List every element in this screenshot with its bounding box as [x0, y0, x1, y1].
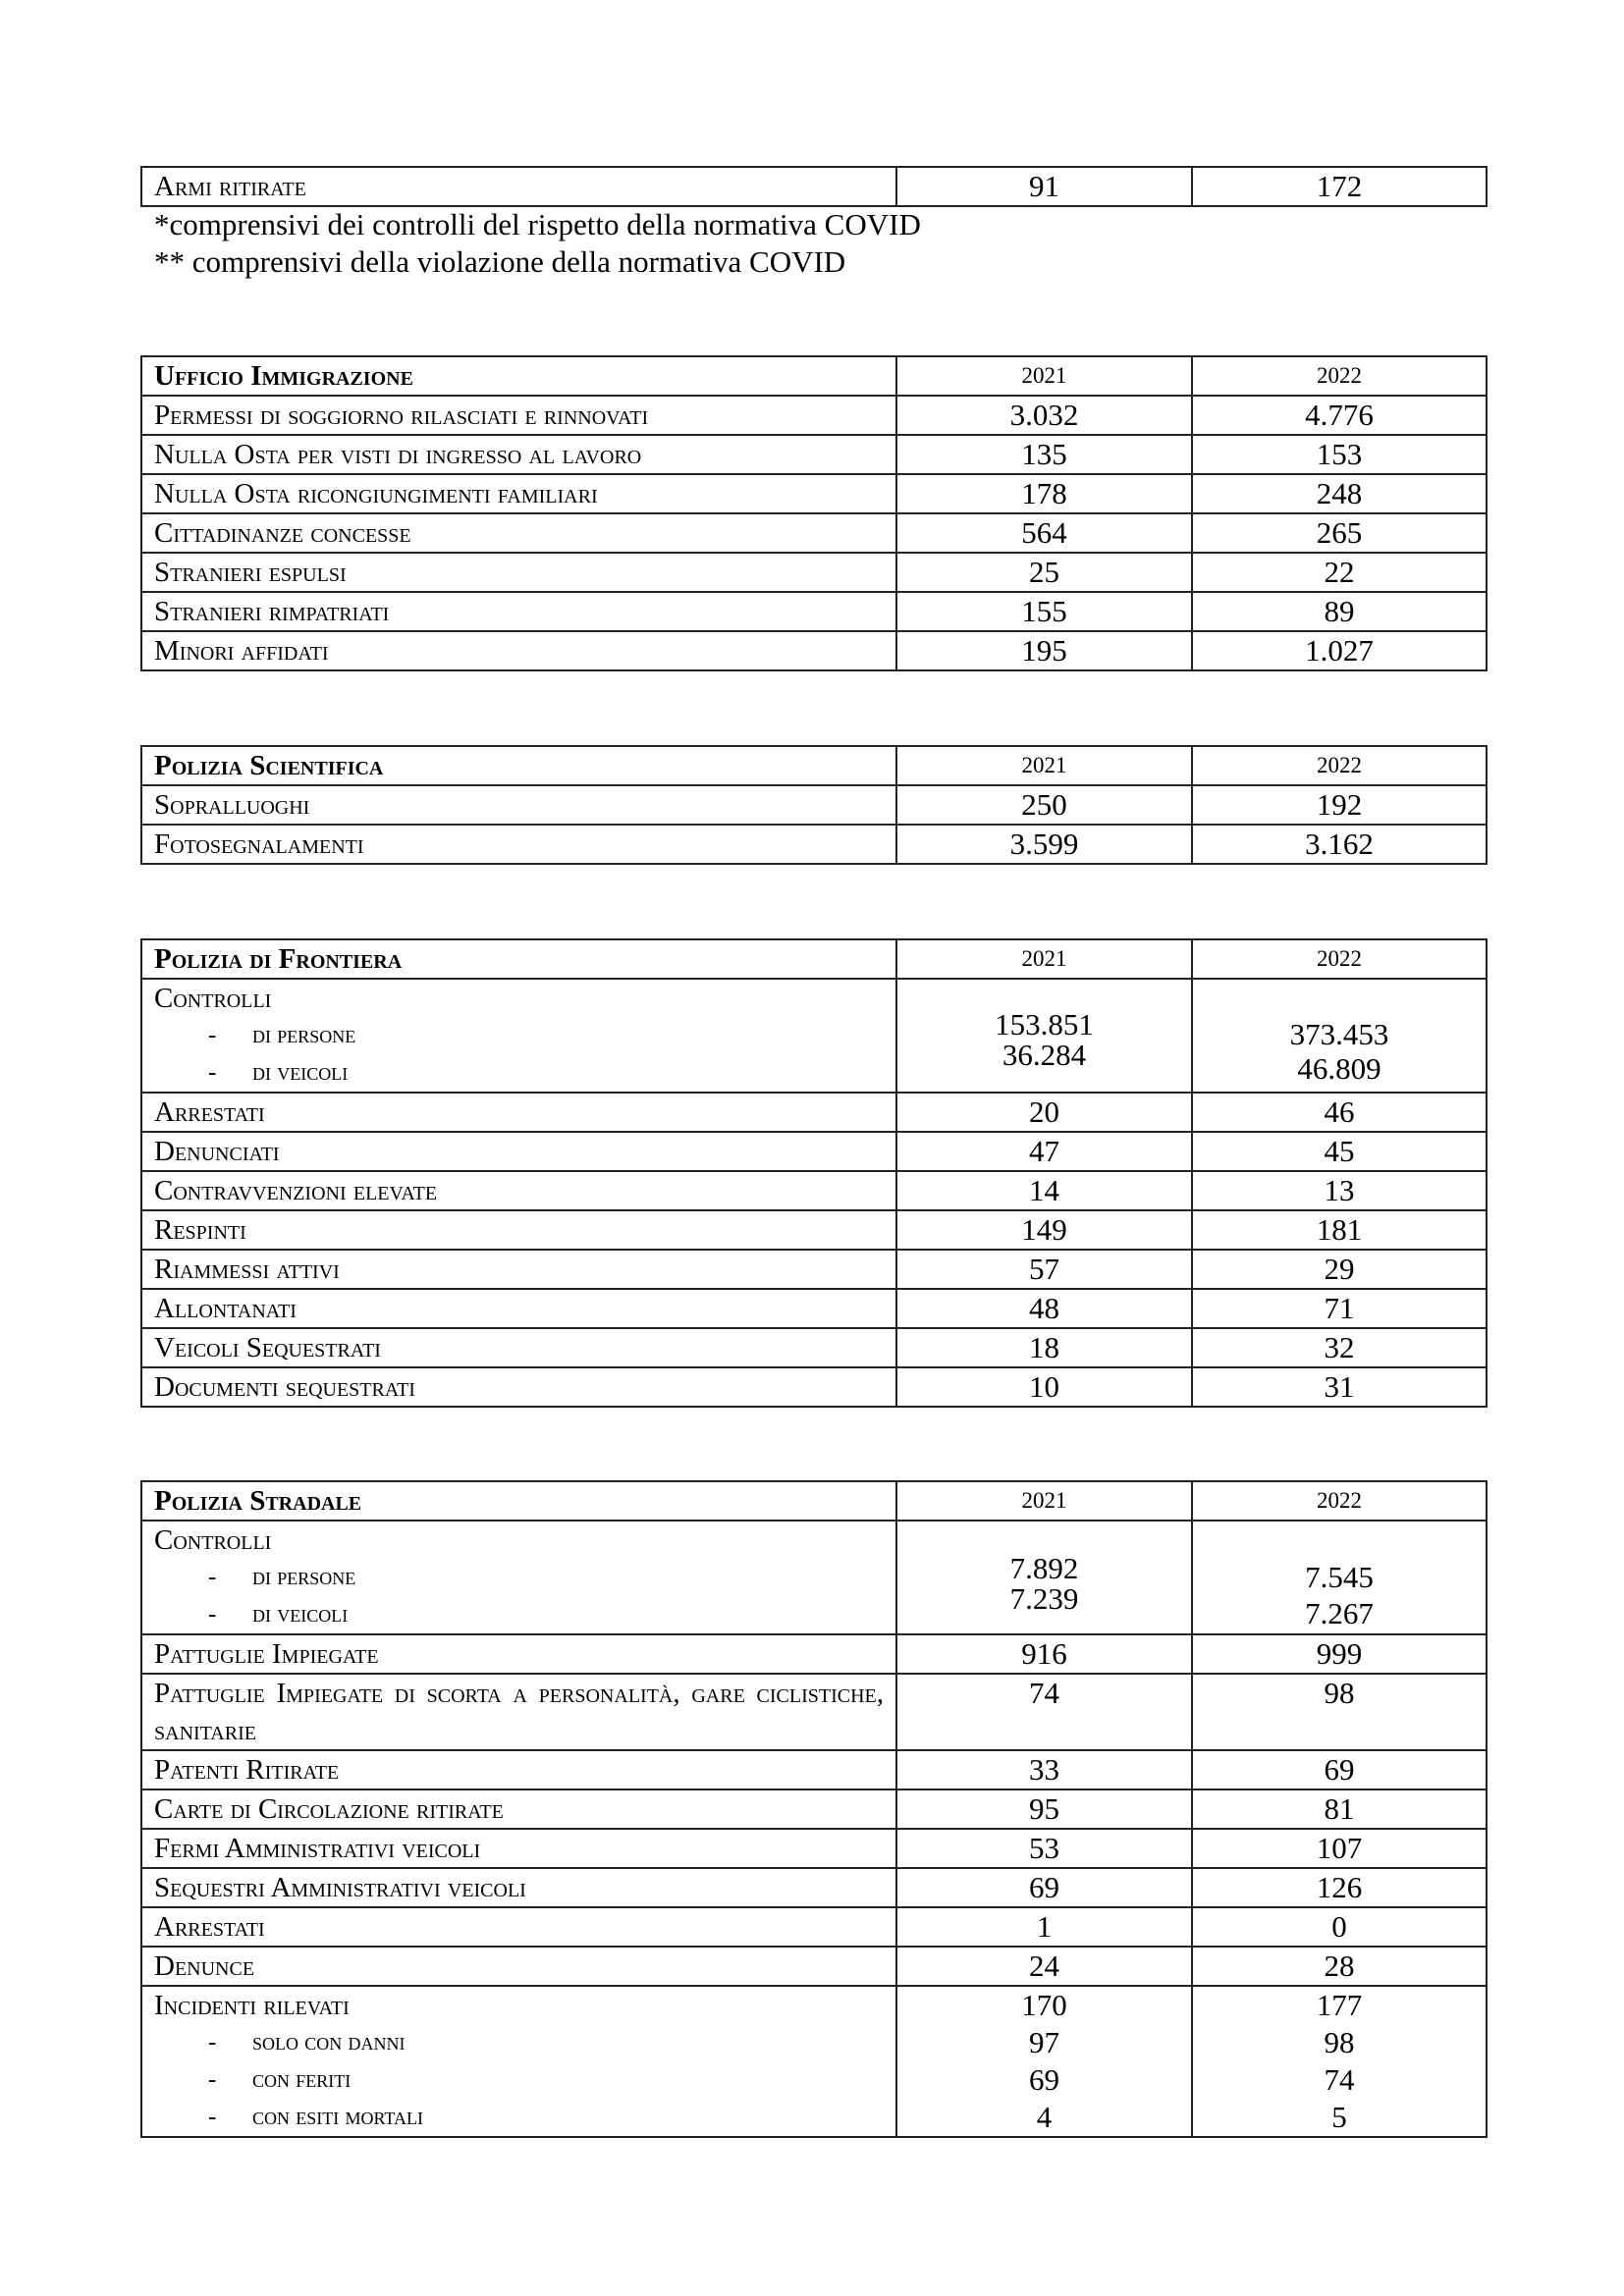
column-header-2021: 2021 — [896, 939, 1192, 979]
row-label: Patenti Ritirate — [141, 1750, 896, 1789]
value-2021: 916 — [896, 1634, 1192, 1674]
row-label: Documenti sequestrati — [141, 1367, 896, 1407]
incidenti-values-2022 — [1192, 1986, 1487, 2137]
sub-item-persone — [154, 1017, 884, 1054]
table-header-row — [141, 356, 1487, 396]
value-2021: 564 — [896, 513, 1192, 553]
dash-bullet: - — [208, 2029, 217, 2056]
value-2022: 46 — [1192, 1093, 1487, 1132]
value-2021: 1 — [896, 1907, 1192, 1947]
column-header-2021: 2021 — [896, 1481, 1192, 1521]
table-row — [141, 435, 1487, 474]
value-2021: 57 — [896, 1250, 1192, 1289]
immigrazione-table — [140, 355, 1488, 671]
value-veicoli-2021: 36.284 — [1001, 1038, 1087, 1072]
value-2021: 3.032 — [896, 396, 1192, 435]
table-row — [141, 1634, 1487, 1674]
sub-label: di persone — [252, 1564, 356, 1590]
value-2022: 172 — [1192, 167, 1487, 206]
value-veicoli-2021: 7.239 — [1009, 1581, 1079, 1616]
value-2022: 3.162 — [1192, 825, 1487, 864]
row-label: Denunciati — [141, 1132, 896, 1171]
controlli-values-2022 — [1192, 1521, 1487, 1634]
table-title: Ufficio Immigrazione — [141, 356, 896, 396]
value-2021: 155 — [896, 592, 1192, 631]
row-label: Cittadinanze concesse — [141, 513, 896, 553]
dash-bullet: - — [208, 1022, 217, 1048]
controlli-cell — [141, 979, 896, 1093]
controlli-values-2022 — [1192, 979, 1487, 1093]
value-2021: 69 — [896, 1868, 1192, 1907]
row-label: Denunce — [141, 1947, 896, 1986]
table-row — [141, 1750, 1487, 1789]
table-title: Polizia Scientifica — [141, 746, 896, 785]
incidenti-values-2021 — [896, 1986, 1192, 2137]
value-total-2022: 177 — [1316, 1988, 1363, 2022]
value-persone-2022: 373.453 — [1289, 1017, 1389, 1051]
sub-item-con-feriti — [154, 2061, 884, 2099]
dash-bullet: - — [208, 2066, 217, 2093]
controlli-row — [141, 1521, 1487, 1634]
table-row — [141, 825, 1487, 864]
value-2022: 29 — [1192, 1250, 1487, 1289]
value-2022: 999 — [1192, 1634, 1487, 1674]
controlli-values-2021 — [896, 1521, 1192, 1634]
sub-item-solo-danni — [154, 2024, 884, 2061]
value-2021: 250 — [896, 785, 1192, 825]
table-row — [141, 1328, 1487, 1367]
value-2022: 192 — [1192, 785, 1487, 825]
table-row — [141, 1947, 1487, 1986]
value-2021: 178 — [896, 474, 1192, 513]
sub-label: di veicoli — [252, 1059, 349, 1086]
table-row — [141, 1789, 1487, 1829]
sub-item-veicoli — [154, 1596, 884, 1633]
sub-label: solo con danni — [252, 2029, 406, 2056]
value-2022: 181 — [1192, 1210, 1487, 1250]
value-2021: 20 — [896, 1093, 1192, 1132]
row-label: Sopralluoghi — [141, 785, 896, 825]
column-header-2022: 2022 — [1192, 746, 1487, 785]
row-label: Allontanati — [141, 1289, 896, 1328]
armi-table — [140, 166, 1488, 207]
dash-bullet: - — [208, 2104, 217, 2130]
table-header-row — [141, 746, 1487, 785]
table-row — [141, 1289, 1487, 1328]
value-2022: 71 — [1192, 1289, 1487, 1328]
controlli-row — [141, 979, 1487, 1093]
value-persone-2021: 153.851 — [995, 1007, 1094, 1041]
footnote-2: ** comprensivi della violazione della normativa COVID — [154, 244, 846, 279]
sub-label: di veicoli — [252, 1601, 349, 1628]
row-label: Arrestati — [141, 1093, 896, 1132]
value-2022: 28 — [1192, 1947, 1487, 1986]
dash-bullet: - — [208, 1059, 217, 1086]
row-label: Pattuglie Impiegate di scorta a personalità, gare ciclistiche, sanitarie — [141, 1674, 896, 1750]
table-row — [141, 592, 1487, 631]
table-row — [141, 1829, 1487, 1868]
value-2021: 135 — [896, 435, 1192, 474]
value-2021: 149 — [896, 1210, 1192, 1250]
row-label: Veicoli Sequestrati — [141, 1328, 896, 1367]
value-2021: 14 — [896, 1171, 1192, 1210]
value-2021: 91 — [896, 167, 1192, 206]
row-label: Controlli — [154, 1524, 272, 1556]
footnotes — [154, 206, 921, 281]
row-label: Fotosegnalamenti — [141, 825, 896, 864]
row-label: Carte di Circolazione ritirate — [141, 1789, 896, 1829]
value-2022: 81 — [1192, 1789, 1487, 1829]
column-header-2021: 2021 — [896, 356, 1192, 396]
column-header-2022: 2022 — [1192, 1481, 1487, 1521]
value-2022: 265 — [1192, 513, 1487, 553]
row-label: Stranieri espulsi — [141, 553, 896, 592]
value-2022: 4.776 — [1192, 396, 1487, 435]
scientifica-table — [140, 745, 1488, 865]
value-2021: 3.599 — [896, 825, 1192, 864]
table-row — [141, 785, 1487, 825]
value-2022: 153 — [1192, 435, 1487, 474]
row-label: Arrestati — [141, 1907, 896, 1947]
row-label: Contravvenzioni elevate — [141, 1171, 896, 1210]
value-veicoli-2022: 46.809 — [1297, 1051, 1381, 1086]
value-con-feriti-2022: 74 — [1324, 2062, 1355, 2097]
value-2022: 89 — [1192, 592, 1487, 631]
sub-item-veicoli — [154, 1054, 884, 1092]
controlli-cell — [141, 1521, 896, 1634]
value-2021: 195 — [896, 631, 1192, 670]
table-row — [141, 474, 1487, 513]
incidenti-row — [141, 1986, 1487, 2137]
value-con-feriti-2021: 69 — [1029, 2062, 1059, 2097]
stradale-table — [140, 1480, 1488, 2138]
value-solo-danni-2022: 98 — [1324, 2025, 1355, 2059]
table-row — [141, 1171, 1487, 1210]
table-row — [141, 396, 1487, 435]
row-label: Incidenti rilevati — [154, 1990, 350, 2021]
table-title: Polizia Stradale — [141, 1481, 896, 1521]
value-persone-2021: 7.892 — [1009, 1551, 1079, 1585]
sub-label: con esiti mortali — [252, 2104, 423, 2130]
column-header-2022: 2022 — [1192, 356, 1487, 396]
value-2021: 48 — [896, 1289, 1192, 1328]
value-2021: 25 — [896, 553, 1192, 592]
table-row — [141, 1132, 1487, 1171]
sub-item-persone — [154, 1559, 884, 1596]
sub-label: con feriti — [252, 2066, 352, 2093]
row-label: Armi ritirate — [141, 167, 896, 206]
row-label: Respinti — [141, 1210, 896, 1250]
table-row — [141, 1250, 1487, 1289]
dash-bullet: - — [208, 1564, 217, 1590]
table-row — [141, 553, 1487, 592]
value-2022: 107 — [1192, 1829, 1487, 1868]
column-header-2022: 2022 — [1192, 939, 1487, 979]
value-2022: 248 — [1192, 474, 1487, 513]
row-label: Controlli — [154, 983, 272, 1014]
value-persone-2022: 7.545 — [1305, 1560, 1374, 1594]
row-label: Stranieri rimpatriati — [141, 592, 896, 631]
value-2022: 69 — [1192, 1750, 1487, 1789]
sub-item-esiti-mortali — [154, 2099, 884, 2136]
row-label: Sequestri Amministrativi veicoli — [141, 1868, 896, 1907]
value-total-2021: 170 — [1021, 1988, 1067, 2022]
incidenti-cell — [141, 1986, 896, 2137]
value-veicoli-2022: 7.267 — [1305, 1596, 1374, 1630]
table-header-row — [141, 939, 1487, 979]
value-esiti-mortali-2022: 5 — [1331, 2100, 1347, 2134]
table-header-row — [141, 1481, 1487, 1521]
row-label: Fermi Amministrativi veicoli — [141, 1829, 896, 1868]
table-row — [141, 1367, 1487, 1407]
value-2021: 95 — [896, 1789, 1192, 1829]
value-2021: 47 — [896, 1132, 1192, 1171]
dash-bullet: - — [208, 1601, 217, 1628]
frontiera-table — [140, 938, 1488, 1408]
value-2022: 13 — [1192, 1171, 1487, 1210]
row-label: Nulla Osta per visti di ingresso al lavoro — [141, 435, 896, 474]
table-row — [141, 1210, 1487, 1250]
table-row — [141, 167, 1487, 206]
value-2022: 126 — [1192, 1868, 1487, 1907]
table-row — [141, 631, 1487, 670]
value-2022: 32 — [1192, 1328, 1487, 1367]
value-2021: 24 — [896, 1947, 1192, 1986]
table-row — [141, 1868, 1487, 1907]
value-solo-danni-2021: 97 — [1029, 2025, 1059, 2059]
row-label: Minori affidati — [141, 631, 896, 670]
footnote-1: *comprensivi dei controlli del rispetto della normativa COVID — [154, 207, 921, 241]
row-label: Nulla Osta ricongiungimenti familiari — [141, 474, 896, 513]
value-2021: 53 — [896, 1829, 1192, 1868]
value-2021: 74 — [896, 1674, 1192, 1750]
value-2021: 10 — [896, 1367, 1192, 1407]
value-2022: 0 — [1192, 1907, 1487, 1947]
row-label: Pattuglie Impiegate — [141, 1634, 896, 1674]
value-2022: 31 — [1192, 1367, 1487, 1407]
value-2022: 22 — [1192, 553, 1487, 592]
table-title: Polizia di Frontiera — [141, 939, 896, 979]
value-2021: 33 — [896, 1750, 1192, 1789]
table-row — [141, 1674, 1487, 1750]
table-row — [141, 1907, 1487, 1947]
sub-label: di persone — [252, 1022, 356, 1048]
table-row — [141, 513, 1487, 553]
table-row — [141, 1093, 1487, 1132]
column-header-2021: 2021 — [896, 746, 1192, 785]
value-esiti-mortali-2021: 4 — [1036, 2100, 1053, 2134]
controlli-values-2021 — [896, 979, 1192, 1093]
value-2022: 1.027 — [1192, 631, 1487, 670]
value-2021: 18 — [896, 1328, 1192, 1367]
row-label: Riammessi attivi — [141, 1250, 896, 1289]
value-2022: 45 — [1192, 1132, 1487, 1171]
value-2022: 98 — [1192, 1674, 1487, 1750]
row-label: Permessi di soggiorno rilasciati e rinnovati — [141, 396, 896, 435]
